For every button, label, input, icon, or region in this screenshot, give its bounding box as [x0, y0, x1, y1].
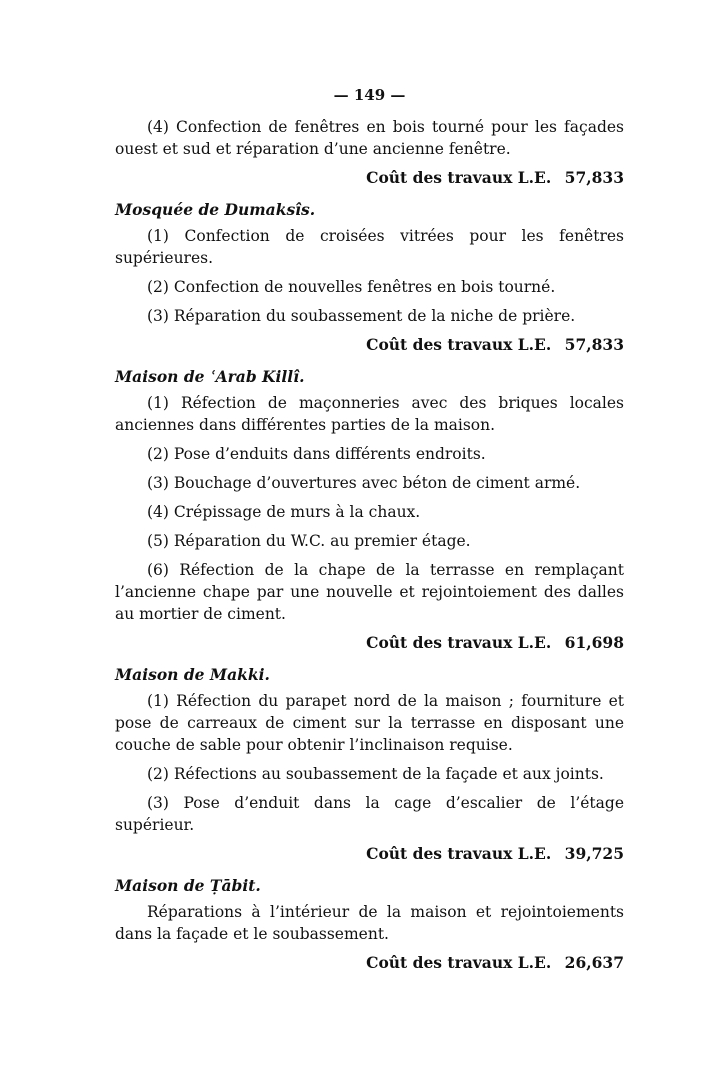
- section-maison-arab-killi: [115, 366, 624, 654]
- cost-label: Coût des travaux L.E.: [366, 633, 552, 652]
- list-item: (3) Bouchage d’ouvertures avec béton de ciment armé.: [147, 474, 581, 492]
- section-mosquee-dumaksis: [115, 199, 624, 356]
- list-item: (3) Pose d’enduit dans la cage d’escalier de l’étage supérieur.: [115, 794, 624, 834]
- list-item: (4) Crépissage de murs à la chaux.: [147, 503, 421, 521]
- cost-value: 26,637: [564, 953, 624, 972]
- list-item: (2) Réfections au soubassement de la façade et aux joints.: [147, 765, 604, 783]
- list-item: (5) Réparation du W.C. au premier étage.: [147, 532, 471, 550]
- list-item: (1) Réfection du parapet nord de la maison ; fourniture et pose de carreaux de ciment sur la terrasse en disposant une couche de sable pour obtenir l’inclinaison requise.: [115, 692, 624, 754]
- list-item: (1) Confection de croisées vitrées pour les fenêtres supérieures.: [115, 227, 624, 267]
- section-maison-makki: [115, 664, 624, 865]
- intro-cost: [115, 167, 624, 189]
- section-cost: [115, 334, 624, 356]
- list-item: (6) Réfection de la chape de la terrasse en remplaçant l’ancienne chape par une nouvelle et rejointoiement des dalles au mortier de ciment.: [115, 561, 624, 623]
- cost-value: 61,698: [564, 633, 624, 652]
- cost-value: 57,833: [564, 168, 624, 187]
- list-item: (2) Confection de nouvelles fenêtres en bois tourné.: [147, 278, 556, 296]
- section-title: Maison de ʿArab Killî.: [115, 367, 305, 386]
- list-item: (1) Réfection de maçonneries avec des briques locales anciennes dans différentes parties de la maison.: [115, 394, 624, 434]
- section-title: Mosquée de Dumaksîs.: [115, 200, 316, 219]
- cost-label: Coût des travaux L.E.: [366, 953, 552, 972]
- intro-item: (4) Confection de fenêtres en bois tourné pour les façades ouest et sud et réparation d’une ancienne fenêtre.: [115, 118, 624, 158]
- cost-label: Coût des travaux L.E.: [366, 168, 552, 187]
- cost-label: Coût des travaux L.E.: [366, 844, 552, 863]
- list-item: (3) Réparation du soubassement de la niche de prière.: [147, 307, 576, 325]
- page-number: — 149 —: [333, 86, 406, 104]
- intro-block: [115, 116, 624, 189]
- section-cost: [115, 632, 624, 654]
- section-maison-tabit: [115, 875, 624, 974]
- section-cost: [115, 952, 624, 974]
- section-title: Maison de Ṭābit.: [115, 876, 261, 895]
- section-cost: [115, 843, 624, 865]
- cost-label: Coût des travaux L.E.: [366, 335, 552, 354]
- list-item: Réparations à l’intérieur de la maison et rejointoiements dans la façade et le soubassement.: [115, 903, 624, 943]
- cost-value: 57,833: [564, 335, 624, 354]
- list-item: (2) Pose d’enduits dans différents endroits.: [147, 445, 486, 463]
- section-title: Maison de Makki.: [115, 665, 270, 684]
- cost-value: 39,725: [564, 844, 624, 863]
